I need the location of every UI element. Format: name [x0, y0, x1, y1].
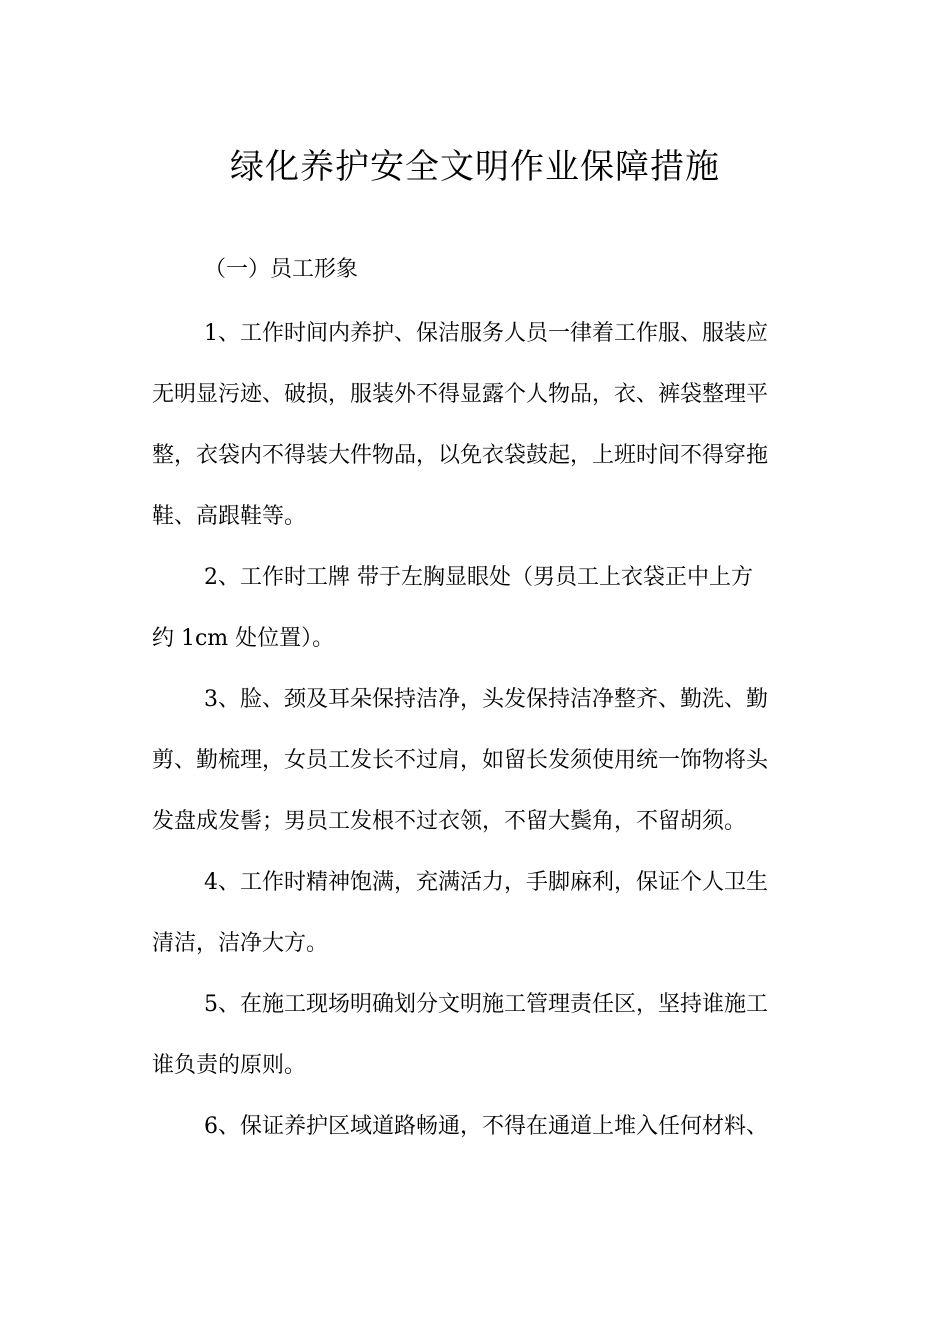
- paragraph-1-line-1: 1、工作时间内养护、保洁服务人员一律着工作服、服装应: [204, 321, 768, 346]
- paragraph-1-line-4: 鞋、高跟鞋等。: [152, 504, 307, 529]
- paragraph-6-line-1: 6、保证养护区域道路畅通，不得在通道上堆入任何材料、: [204, 1114, 768, 1139]
- paragraph-3-line-2: 剪、勤梳理，女员工发长不过肩，如留长发须使用统一饰物将头: [152, 748, 769, 773]
- paragraph-3-line-3: 发盘成发髻；男员工发根不过衣领，不留大鬓角，不留胡须。: [152, 809, 747, 834]
- paragraph-2-line-1: 2、工作时工牌 带于左胸显眼处（男员工上衣袋正中上方: [204, 565, 753, 590]
- document-title: 绿化养护安全文明作业保障措施: [230, 147, 720, 187]
- paragraph-5-line-2: 谁负责的原则。: [152, 1053, 307, 1078]
- paragraph-4-line-2: 清洁，洁净大方。: [152, 931, 329, 956]
- paragraph-1-line-2: 无明显污迹、破损，服装外不得显露个人物品，衣、裤袋整理平: [152, 382, 769, 407]
- paragraph-1-line-3: 整，衣袋内不得装大件物品，以免衣袋鼓起，上班时间不得穿拖: [152, 443, 769, 468]
- paragraph-4-line-1: 4、工作时精神饱满，充满活力，手脚麻利，保证个人卫生: [204, 870, 768, 895]
- section-heading: （一）员工形象: [204, 257, 359, 282]
- paragraph-3-line-1: 3、脸、颈及耳朵保持洁净，头发保持洁净整齐、勤洗、勤: [204, 687, 768, 712]
- paragraph-5-line-1: 5、在施工现场明确划分文明施工管理责任区，坚持谁施工: [204, 992, 768, 1017]
- paragraph-2-line-2: 约 1cm 处位置）。: [152, 626, 335, 651]
